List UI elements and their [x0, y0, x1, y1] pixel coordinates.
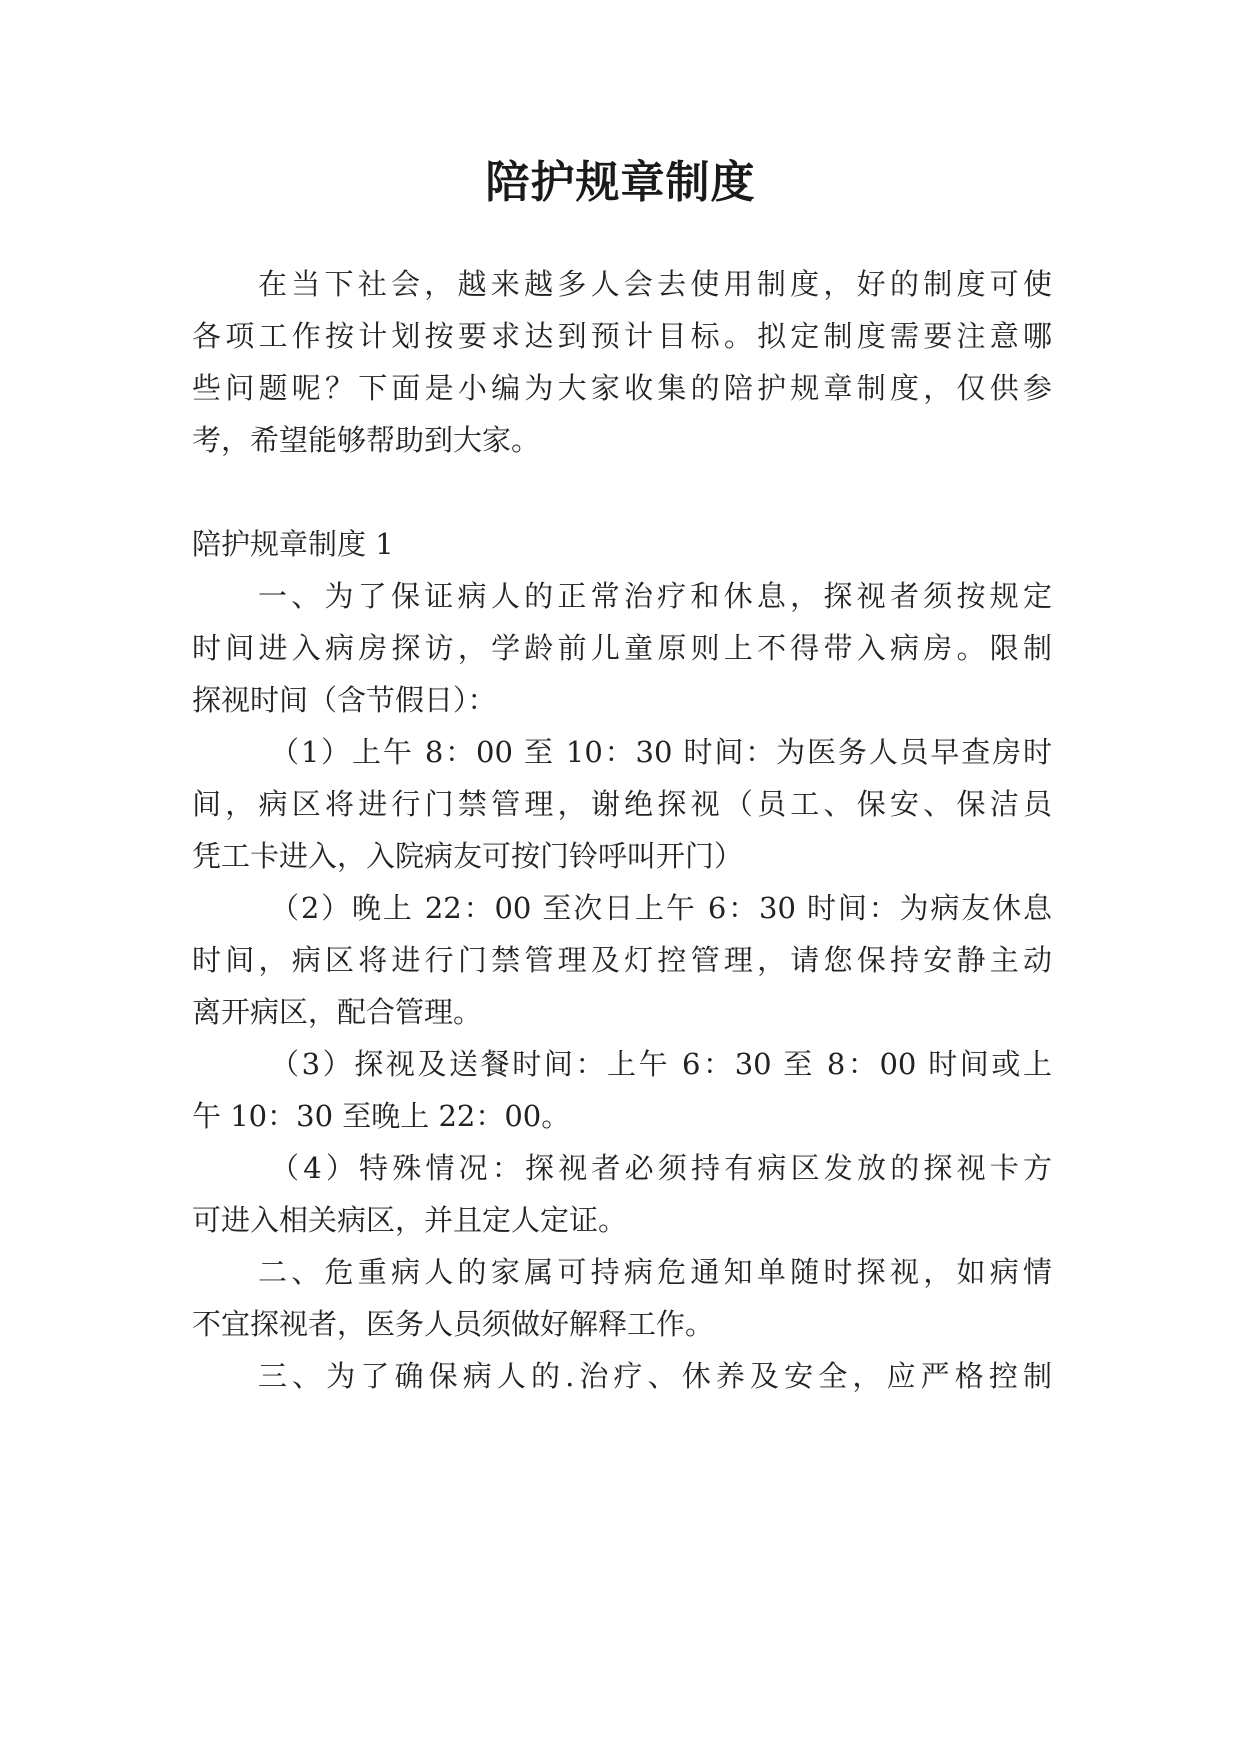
body-line: （2）晚上 22：00 至次日上午 6：30 时间：为病友休息	[270, 891, 1052, 925]
body-line: 可进入相关病区，并且定人定证。	[192, 1203, 628, 1237]
body-line: 时间进入病房探访，学龄前儿童原则上不得带入病房。限制	[192, 631, 1052, 665]
body-line: 凭工卡进入，入院病友可按门铃呼叫开门）	[192, 839, 744, 873]
document-title: 陪护规章制度	[485, 157, 756, 208]
intro-line: 在当下社会，越来越多人会去使用制度，好的制度可使	[258, 267, 1052, 301]
body-line: 探视时间（含节假日）：	[192, 683, 497, 717]
section-heading: 陪护规章制度 1	[192, 527, 394, 561]
body-line: 午 10：30 至晚上 22：00。	[192, 1099, 571, 1133]
body-line: 时间，病区将进行门禁管理及灯控管理，请您保持安静主动	[192, 943, 1052, 977]
body-line: 一、为了保证病人的正常治疗和休息，探视者须按规定	[258, 579, 1052, 613]
body-line: 二、危重病人的家属可持病危通知单随时探视，如病情	[258, 1255, 1052, 1289]
intro-line: 各项工作按计划按要求达到预计目标。拟定制度需要注意哪	[192, 319, 1052, 353]
body-line: 三、为了确保病人的.治疗、休养及安全，应严格控制	[258, 1359, 1052, 1393]
body-line: 间，病区将进行门禁管理，谢绝探视（员工、保安、保洁员	[192, 787, 1052, 821]
body-line: （1）上午 8：00 至 10：30 时间：为医务人员早查房时	[270, 735, 1052, 769]
intro-line: 些问题呢？下面是小编为大家收集的陪护规章制度，仅供参	[192, 371, 1052, 405]
body-line: 离开病区，配合管理。	[192, 995, 483, 1029]
body-line: （4）特殊情况：探视者必须持有病区发放的探视卡方	[270, 1151, 1052, 1185]
intro-line: 考，希望能够帮助到大家。	[192, 423, 541, 457]
body-line: （3）探视及送餐时间：上午 6：30 至 8：00 时间或上	[270, 1047, 1052, 1081]
body-line: 不宜探视者，医务人员须做好解释工作。	[192, 1307, 715, 1341]
